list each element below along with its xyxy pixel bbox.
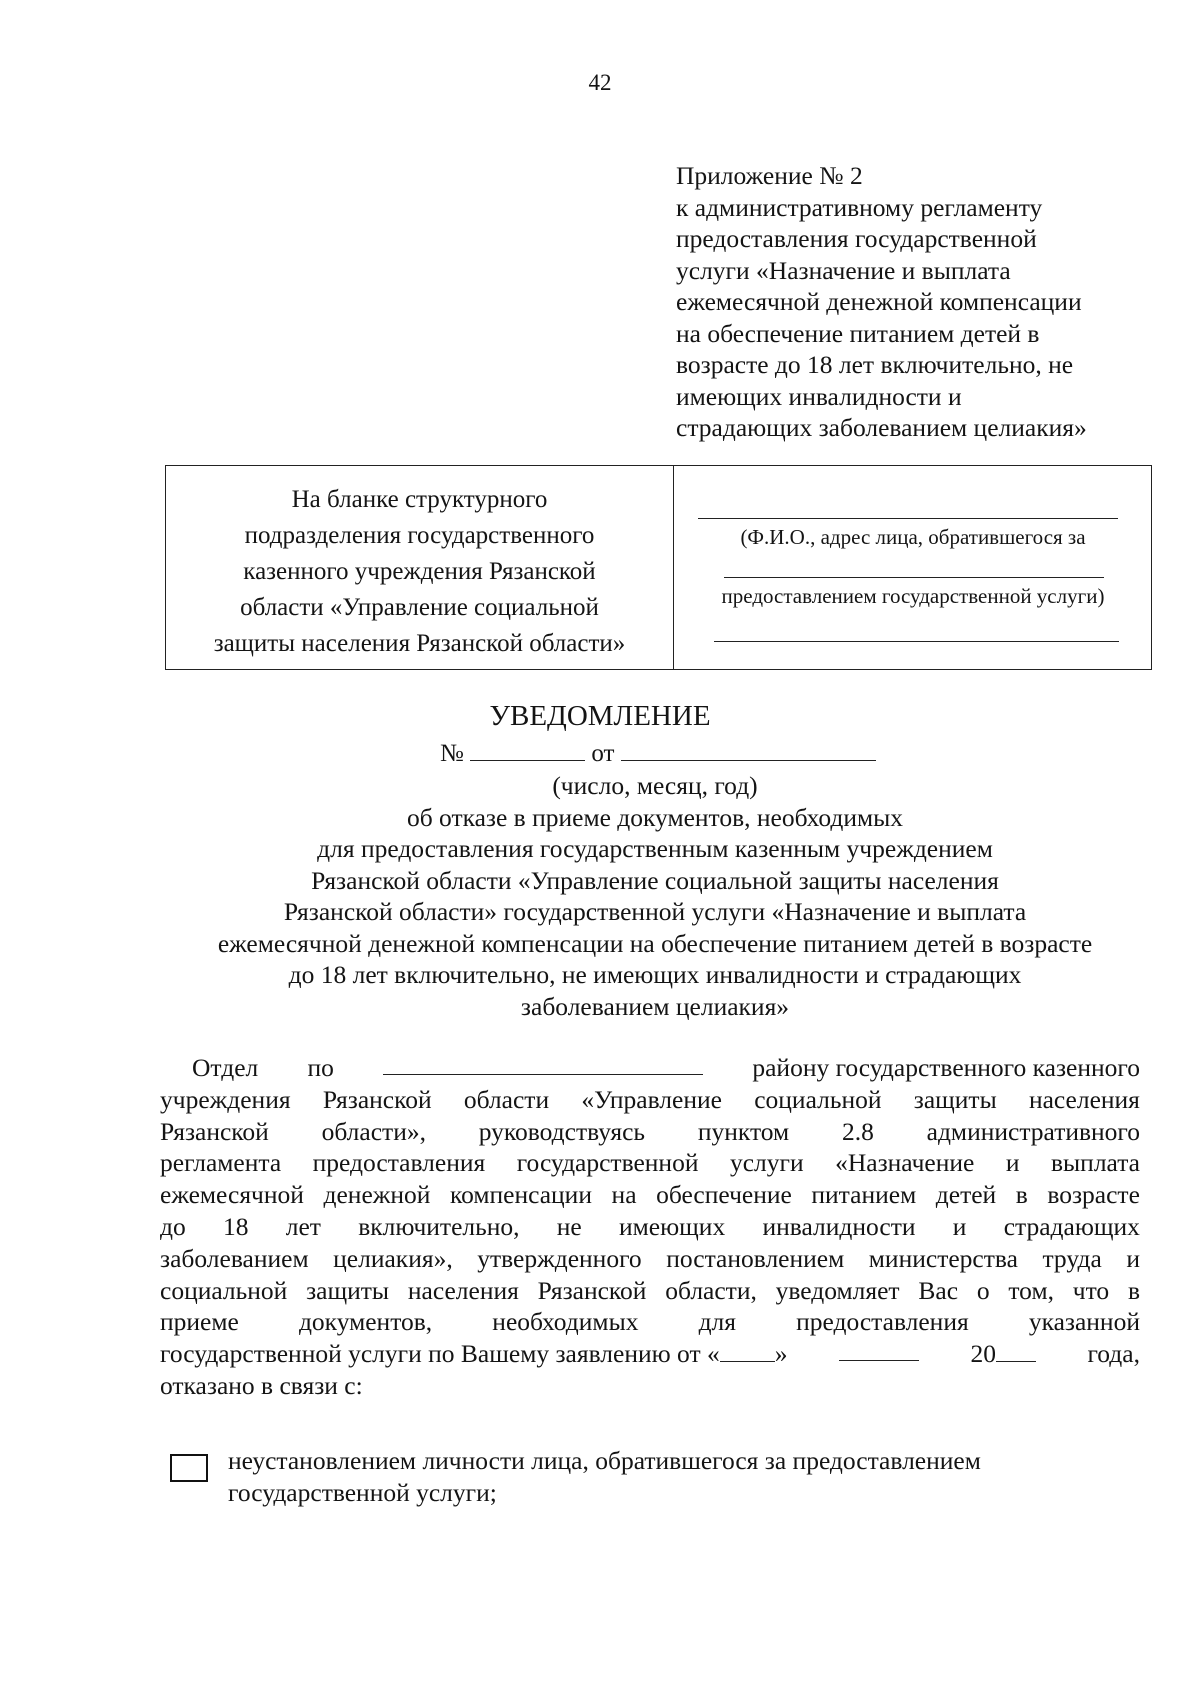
date-field [621, 738, 876, 761]
number-label: № [440, 740, 464, 767]
body-line [160, 1147, 1140, 1179]
header-table [165, 465, 1152, 670]
appendix-line: предоставления государственной [676, 224, 1037, 253]
body-word: в [1015, 1180, 1028, 1210]
letterhead-line: области «Управление социальной [240, 594, 599, 621]
number-field [470, 738, 585, 761]
body-word: утвержденного [477, 1243, 642, 1273]
body-line [160, 1243, 1140, 1275]
recipient-name-field-line [698, 518, 1118, 519]
letterhead-line: На бланке структурного [291, 486, 548, 513]
body-word: инвалидности [762, 1211, 916, 1241]
application-date-quote: » [774, 1339, 788, 1369]
date-caption: (число, месяц, год) [552, 771, 758, 800]
body-word: регламента [160, 1148, 282, 1178]
body-word: предоставления [796, 1307, 969, 1337]
body-line [160, 1306, 1140, 1338]
body-word: о [976, 1275, 990, 1305]
body-word: что [1072, 1275, 1110, 1305]
body-word: министерства [868, 1243, 1018, 1273]
body-word: на [611, 1180, 637, 1210]
application-year-field [996, 1339, 1036, 1362]
body-word: заболеванием [160, 1243, 309, 1273]
subtitle-line: ежемесячной денежной компенсации на обеспечение питанием детей в возрасте [217, 928, 1093, 958]
body-line [160, 1052, 1140, 1084]
letterhead-line: защиты населения Рязанской области» [213, 630, 626, 657]
subtitle-line: заболеванием целиакия» [520, 991, 790, 1021]
body-word: Рязанской [160, 1116, 269, 1146]
body-word: пунктом [697, 1116, 790, 1146]
body-word: социальной [160, 1275, 288, 1305]
application-year-prefix: 20 [970, 1339, 996, 1369]
subtitle-line: Рязанской области «Управление социальной защиты населения [311, 865, 999, 895]
body-word: питанием [811, 1180, 917, 1210]
body-word: и [1005, 1148, 1020, 1178]
appendix-line: к административному регламенту [676, 192, 1043, 222]
body-word: административного [926, 1116, 1140, 1146]
body-word: Вас [918, 1275, 959, 1305]
body-word: лет [285, 1211, 321, 1241]
body-text [970, 1338, 1036, 1370]
notice-subtitle [160, 770, 1150, 1022]
appendix-line: на обеспечение питанием детей в [676, 318, 1040, 348]
body-word: целиакия», [333, 1243, 453, 1273]
from-label: от [591, 740, 615, 767]
letterhead-line: подразделения государственного [244, 522, 595, 549]
body-line: отказано в связи с: [160, 1370, 363, 1400]
body-word: не [556, 1211, 582, 1241]
body-word: приеме [160, 1307, 239, 1337]
body-word: до [160, 1211, 186, 1241]
notice-title: УВЕДОМЛЕНИЕ [489, 700, 711, 732]
body-word: области [463, 1084, 550, 1114]
body-word: постановлением [666, 1243, 845, 1273]
body-word: возрасте [1047, 1180, 1140, 1210]
subtitle-line: для предоставления государственным казенным учреждением [317, 834, 993, 863]
body-word: для [698, 1307, 736, 1337]
body-word: года, [1087, 1339, 1140, 1369]
body-word: указанной [1028, 1307, 1140, 1337]
appendix-line: услуги «Назначение и выплата [676, 255, 1011, 285]
body-text [160, 1338, 787, 1370]
body-word: труда [1042, 1243, 1102, 1273]
body-line [160, 1338, 1140, 1370]
reason-line: неустановлением личности лица, обратившегося за предоставлением [228, 1446, 981, 1475]
notice-number-line [440, 738, 876, 768]
reason-checkbox[interactable] [170, 1454, 208, 1482]
body-word: и [1126, 1243, 1140, 1273]
body-word: государственной [516, 1148, 699, 1178]
body-word: обеспечение [656, 1180, 792, 1210]
reason-text [228, 1445, 1128, 1509]
body-word: населения [407, 1275, 519, 1305]
body-word: детей [935, 1180, 997, 1210]
body-word: области», [321, 1116, 426, 1146]
application-month-field [839, 1338, 919, 1361]
body-word: необходимых [492, 1307, 639, 1337]
body-line [160, 1275, 1140, 1307]
body-word: страдающих [1003, 1211, 1140, 1241]
body-word: области, [665, 1275, 757, 1305]
body-word: социальной [754, 1084, 882, 1114]
table-divider [673, 466, 674, 669]
appendix-line: имеющих инвалидности и [676, 381, 962, 411]
body-word: денежной [323, 1180, 431, 1210]
body-word: «Назначение [835, 1148, 975, 1178]
body-word: компенсации [449, 1180, 592, 1210]
notice-body [160, 1052, 1140, 1402]
body-text: району государственного казенного [752, 1053, 1140, 1082]
appendix-line: возрасте до 18 лет включительно, не [676, 350, 1074, 379]
application-day-field [720, 1339, 775, 1362]
body-word: населения [1028, 1084, 1140, 1114]
body-word: предоставления [312, 1148, 486, 1178]
body-word: по [307, 1053, 334, 1082]
body-word: «Управление [581, 1084, 722, 1114]
body-word: включительно, [358, 1211, 520, 1241]
body-word: услуги [729, 1148, 804, 1178]
body-word: руководствуясь [478, 1116, 646, 1146]
body-word: имеющих [619, 1211, 726, 1241]
application-date-prefix: государственной услуги по Вашему заявлению от « [160, 1339, 720, 1369]
body-word: Рязанской [537, 1275, 647, 1305]
body-word: защиты [306, 1275, 390, 1305]
body-word: ежемесячной [160, 1180, 304, 1210]
subtitle-line: Рязанской области» государственной услуги «Назначение и выплата [283, 897, 1027, 926]
body-word: документов, [298, 1307, 433, 1337]
body-word: 2.8 [841, 1116, 874, 1146]
letterhead-line: казенного учреждения Рязанской [243, 558, 596, 585]
recipient-caption-2: предоставлением государственной услуги) [721, 584, 1105, 608]
letterhead-note [166, 482, 673, 662]
recipient-address-field-line [724, 577, 1104, 578]
body-word: 18 [223, 1211, 249, 1241]
recipient-extra-field-line [714, 641, 1119, 642]
body-word: том, [1008, 1275, 1054, 1305]
body-word: и [952, 1211, 967, 1241]
subtitle-line: об отказе в приеме документов, необходимых [406, 802, 904, 832]
body-line [160, 1211, 1140, 1243]
recipient-caption-1: (Ф.И.О., адрес лица, обратившегося за [740, 525, 1086, 549]
body-word: в [1127, 1275, 1140, 1305]
body-word: Рязанской [322, 1084, 432, 1114]
appendix-line: страдающих заболеванием целиакия» [676, 413, 1087, 442]
page-number: 42 [588, 70, 612, 95]
appendix-line: ежемесячной денежной компенсации [676, 287, 1082, 316]
reason-line: государственной услуги; [228, 1478, 497, 1507]
appendix-line: Приложение № 2 [676, 161, 863, 190]
body-line [160, 1179, 1140, 1211]
body-word: защиты [913, 1084, 997, 1114]
appendix-block [676, 160, 1146, 444]
body-line [160, 1116, 1140, 1148]
district-field [383, 1052, 703, 1075]
body-word: выплата [1051, 1148, 1140, 1178]
body-word: Отдел [192, 1053, 259, 1082]
body-word: уведомляет [775, 1275, 900, 1305]
subtitle-line: до 18 лет включительно, не имеющих инвалидности и страдающих [288, 960, 1022, 989]
body-line [160, 1084, 1140, 1116]
body-word: учреждения [160, 1084, 291, 1114]
